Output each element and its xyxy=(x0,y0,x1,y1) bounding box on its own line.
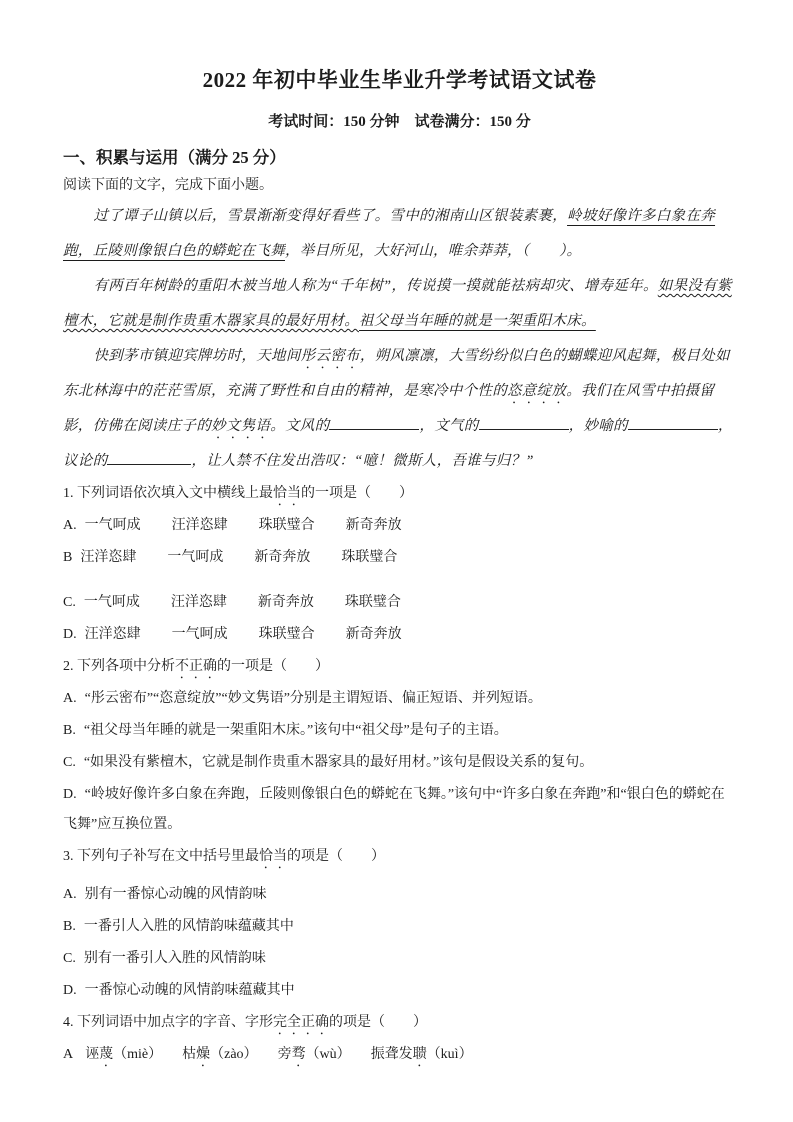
option-word: 珠联璧合 xyxy=(344,595,401,610)
passage-text: ，让人禁不住发出浩叹：“噫！微斯人，吾谁与归？” xyxy=(191,453,534,469)
passage-paragraph-2 xyxy=(63,269,736,339)
question-number: 4. xyxy=(63,1015,74,1030)
question-number: 3. xyxy=(63,849,74,864)
word-text: 振聋发 xyxy=(370,1047,413,1062)
passage-paragraph-3 xyxy=(63,339,736,479)
stem-text: 的项是（ ） xyxy=(329,1015,427,1030)
passage-text: 有两百年树龄的重阳木被当地人称为“千年树”，传说摸一摸就能祛病却灾、增寿延年。 xyxy=(93,278,658,294)
option-label: C. xyxy=(63,755,76,770)
emphasis-dotted-char: 骛 xyxy=(291,1047,306,1062)
option-word: 汪洋恣肆 xyxy=(84,627,141,642)
emphasis-dotted-text: 妙文隽语 xyxy=(211,418,271,434)
option-word: 一气呵成 xyxy=(167,550,224,565)
option-word: 一气呵成 xyxy=(83,595,140,610)
stem-text: 下列句子补写在文中括号里最 xyxy=(77,849,259,864)
passage-text: 过了谭子山镇以后，雪景渐渐变得好看些了。雪中的湘南山区银装素裹， xyxy=(93,208,568,224)
option-word: 汪洋恣肆 xyxy=(80,550,137,565)
fill-in-blank xyxy=(628,415,718,430)
section-heading: 一、积累与运用（满分 25 分） xyxy=(63,148,286,167)
option-label: C. xyxy=(63,951,76,966)
pinyin-text: （wù） xyxy=(305,1047,351,1062)
emphasis-dotted-text: 不正确 xyxy=(175,659,217,674)
reading-intro: 阅读下面的文字，完成下面小题。 xyxy=(63,178,273,193)
emphasis-dotted-text: 恰当 xyxy=(259,849,287,864)
question-3-stem xyxy=(63,842,736,872)
q2-option-a xyxy=(63,684,736,714)
underlined-text: 岭坡好像许多白象在奔跑，丘陵则像银白色的蟒蛇在飞舞 xyxy=(63,208,716,259)
option-word: 汪洋恣肆 xyxy=(170,595,227,610)
option-label: A. xyxy=(63,691,77,706)
option-text: 一番惊心动魄的风情韵味蕴藏其中 xyxy=(84,983,295,998)
passage-text: ，举目所见，大好河山，唯余莽莽，（ ）。 xyxy=(285,243,582,259)
emphasis-dotted-text: 恰当 xyxy=(273,486,301,501)
q2-option-b xyxy=(63,716,736,746)
passage-text: 快到茅市镇迎宾牌坊时，天地间 xyxy=(93,348,301,364)
q3-option-d xyxy=(63,976,736,1006)
option-word: 一气呵成 xyxy=(84,518,141,533)
option-text: “岭坡好像许多白象在奔跑，丘陵则像银白色的蟒蛇在飞舞。”该句中“许多白象在奔跑”和“银白色的蟒蛇在飞舞”应互换位置。 xyxy=(63,787,725,832)
word-item xyxy=(371,1040,473,1070)
fill-in-blank xyxy=(329,415,419,430)
emphasis-dotted-char: 聩 xyxy=(412,1047,427,1062)
q1-option-b xyxy=(63,543,736,573)
stem-text: 的一项是（ ） xyxy=(217,659,329,674)
passage-paragraph-1 xyxy=(63,199,736,269)
question-1 xyxy=(63,479,736,650)
q3-option-c xyxy=(63,944,736,974)
question-3 xyxy=(63,842,736,1006)
option-label: A. xyxy=(63,518,77,533)
option-label: A. xyxy=(63,887,77,902)
word-item xyxy=(182,1040,257,1070)
option-text: “彤云密布”“恣意绽放”“妙文隽语”分别是主谓短语、偏正短语、并列短语。 xyxy=(84,691,542,706)
passage-text: ，朔风凛凛，大雪纷纷似白色的蝴蝶迎风起舞，极目处如东北林海中的茫茫雪原，充满了野性和自由的精神，是寒冷中个性的 xyxy=(63,348,730,399)
option-word: 珠联璧合 xyxy=(341,550,398,565)
q1-option-d xyxy=(63,620,736,650)
pinyin-text: （kuì） xyxy=(426,1047,473,1062)
q2-option-c xyxy=(63,748,736,778)
option-label: D. xyxy=(63,787,77,802)
stem-text: 下列词语中加点字的字音、字形 xyxy=(77,1015,273,1030)
option-text: 别有一番引人入胜的风情韵味 xyxy=(83,951,266,966)
q3-option-b xyxy=(63,912,736,942)
option-word: 新奇奔放 xyxy=(345,627,402,642)
question-2-stem xyxy=(63,652,736,682)
option-text: 一番引人入胜的风情韵味蕴藏其中 xyxy=(83,919,294,934)
emphasis-dotted-text: 彤云密布 xyxy=(300,348,360,364)
q2-option-d xyxy=(63,780,736,840)
option-word: 一气呵成 xyxy=(171,627,228,642)
option-word: 珠联璧合 xyxy=(258,518,315,533)
option-word: 珠联璧合 xyxy=(258,627,315,642)
passage-text: ，妙喻的 xyxy=(568,418,628,434)
stem-text: 的一项是（ ） xyxy=(301,486,413,501)
option-label: B xyxy=(63,550,73,565)
fill-in-blank xyxy=(107,450,191,465)
exam-info: 考试时间：150 分钟 试卷满分：150 分 xyxy=(268,114,531,130)
option-label: D. xyxy=(63,983,77,998)
pinyin-text: （zào） xyxy=(210,1047,258,1062)
question-number: 1. xyxy=(63,486,74,501)
passage-text: 。我们在风雪中拍摄留影，仿佛在阅读庄子的 xyxy=(63,383,715,434)
option-word: 新奇奔放 xyxy=(254,550,311,565)
option-word: 汪洋恣肆 xyxy=(171,518,228,533)
wavy-underlined-text: 如果没有紫檀木，它就是制作贵重木器家具的最好用材。 xyxy=(63,278,732,329)
stem-text: 的项是（ ） xyxy=(287,849,385,864)
passage-text: ，议论的 xyxy=(63,418,733,469)
stem-text: 下列词语依次填入文中横线上最 xyxy=(77,486,273,501)
emphasis-dotted-text: 恣意绽放 xyxy=(507,383,567,399)
page-title: 2022 年初中毕业生毕业升学考试语文试卷 xyxy=(202,68,597,92)
stem-text: 下列各项中分析 xyxy=(77,659,175,674)
emphasis-dotted-char: 燥 xyxy=(196,1047,211,1062)
fill-in-blank xyxy=(479,415,569,430)
option-label: D. xyxy=(63,627,77,642)
question-4-stem xyxy=(63,1008,736,1038)
q1-option-a xyxy=(63,511,736,541)
passage-text: ，文气的 xyxy=(419,418,479,434)
q4-option-a xyxy=(63,1040,736,1070)
word-item xyxy=(85,1040,162,1070)
option-text: “如果没有紫檀木，它就是制作贵重木器家具的最好用材。”该句是假设关系的复句。 xyxy=(83,755,594,770)
passage-text: 。文风的 xyxy=(270,418,330,434)
underlined-text: 祖父母当年睡的就是一架重阳木床。 xyxy=(359,313,596,329)
emphasis-dotted-char: 蔑 xyxy=(99,1047,114,1062)
option-text: 别有一番惊心动魄的风情韵味 xyxy=(84,887,267,902)
question-4 xyxy=(63,1008,736,1070)
option-word: 新奇奔放 xyxy=(345,518,402,533)
question-1-stem xyxy=(63,479,736,509)
q3-option-a xyxy=(63,880,736,910)
option-label: B. xyxy=(63,919,76,934)
option-label: C. xyxy=(63,595,76,610)
option-text: “祖父母当年睡的就是一架重阳木床。”该句中“祖父母”是句子的主语。 xyxy=(83,723,508,738)
option-word: 新奇奔放 xyxy=(257,595,314,610)
question-number: 2. xyxy=(63,659,74,674)
word-text: 旁 xyxy=(277,1047,292,1062)
option-label: B. xyxy=(63,723,76,738)
q1-option-c xyxy=(63,588,736,618)
pinyin-text: （miè） xyxy=(113,1047,163,1062)
word-item xyxy=(278,1040,351,1070)
emphasis-dotted-text: 完全正确 xyxy=(273,1015,329,1030)
word-text: 枯 xyxy=(182,1047,197,1062)
option-label: A xyxy=(63,1047,74,1062)
question-2 xyxy=(63,652,736,840)
word-text: 诬 xyxy=(85,1047,100,1062)
